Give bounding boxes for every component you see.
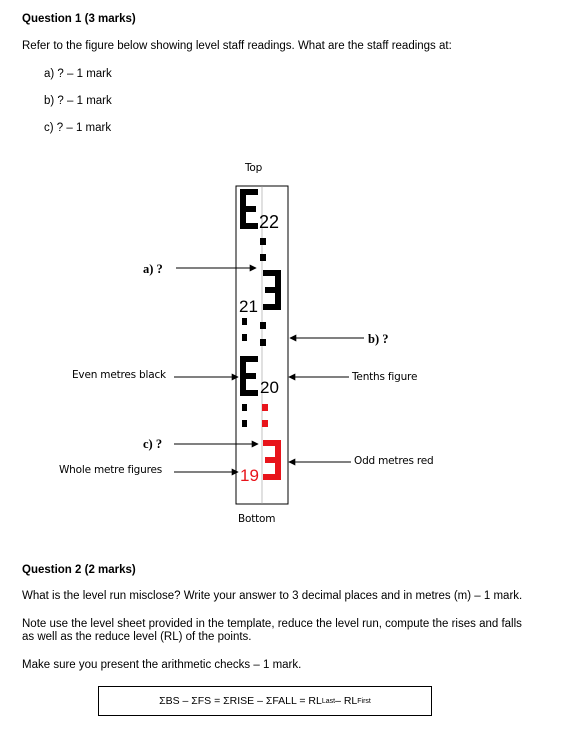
staff-number-20: 20 xyxy=(260,378,279,397)
label-whole-metre: Whole metre figures xyxy=(59,464,163,476)
q2-p1: What is the level run misclose? Write your answer to 3 decimal places and in metres (m) – 1 mark. xyxy=(22,590,523,602)
staff-number-19: 19 xyxy=(240,466,259,485)
formula-sub-last: Last xyxy=(321,697,336,705)
label-odd-metres: Odd metres red xyxy=(354,455,434,467)
q2-heading: Question 2 (2 marks) xyxy=(22,564,136,576)
staff-number-22: 22 xyxy=(259,212,280,232)
q1-heading: Question 1 (3 marks) xyxy=(22,13,136,25)
label-b: b) ? xyxy=(368,332,389,346)
tenth-mark xyxy=(260,238,266,245)
formula-main: ΣBS – ΣFS = ΣRISE – ΣFALL = RL xyxy=(159,695,322,707)
tick-mark-black xyxy=(242,404,247,411)
tenth-mark-red xyxy=(262,404,268,411)
arithmetic-check-formula xyxy=(98,686,432,716)
label-even-metres: Even metres black xyxy=(72,369,166,381)
q2-p3: Make sure you present the arithmetic checks – 1 mark. xyxy=(22,659,302,671)
label-bottom: Bottom xyxy=(238,513,276,525)
label-top: Top xyxy=(245,162,263,174)
label-a: a) ? xyxy=(143,262,163,276)
q1-intro: Refer to the figure below showing level staff readings. What are the staff readings at: xyxy=(22,40,452,52)
tenth-mark xyxy=(260,339,266,346)
q1-item-b: b) ? – 1 mark xyxy=(44,95,112,107)
label-tenths: Tenths figure xyxy=(352,371,418,383)
tick-mark xyxy=(242,334,247,341)
tick-mark-black xyxy=(242,420,247,427)
tick-mark xyxy=(242,318,247,325)
formula-sub-first: First xyxy=(357,697,371,705)
tenth-mark xyxy=(260,322,266,329)
tenth-mark xyxy=(260,254,266,261)
staff-number-21: 21 xyxy=(239,297,258,316)
label-c: c) ? xyxy=(143,437,163,451)
formula-mid: – RL xyxy=(335,695,358,707)
q2-p2b: as well as the reduce level (RL) of the points. xyxy=(22,631,252,643)
q1-item-a: a) ? – 1 mark xyxy=(44,68,112,80)
q2-p2a: Note use the level sheet provided in the template, reduce the level run, compute the rises and falls xyxy=(22,618,522,630)
tenth-mark-red xyxy=(262,420,268,427)
q1-item-c: c) ? – 1 mark xyxy=(44,122,112,134)
